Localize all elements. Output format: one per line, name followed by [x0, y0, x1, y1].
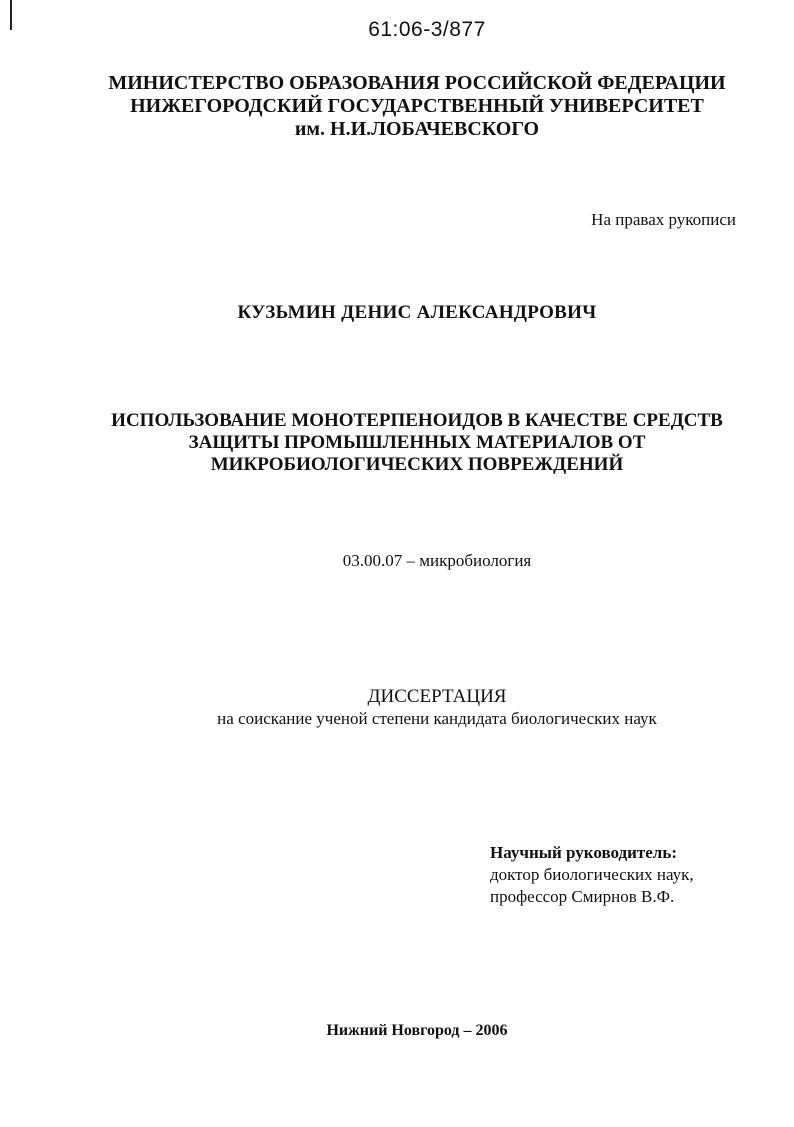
supervisor-heading: Научный руководитель:: [490, 843, 677, 862]
institution-header: [0, 72, 794, 141]
catalog-number: 61:06-3/877: [368, 18, 486, 41]
work-type: ДИССЕРТАЦИЯ: [367, 686, 507, 707]
header-line-ministry: МИНИСТЕРСТВО ОБРАЗОВАНИЯ РОССИЙСКОЙ ФЕДЕРАЦИИ: [108, 72, 726, 94]
title-line-3: МИКРОБИОЛОГИЧЕСКИХ ПОВРЕЖДЕНИЙ: [210, 454, 624, 475]
supervisor-block: [490, 842, 694, 908]
manuscript-rights-note: На правах рукописи: [591, 210, 736, 229]
header-line-university: НИЖЕГОРОДСКИЙ ГОСУДАРСТВЕННЫЙ УНИВЕРСИТЕТ: [130, 95, 704, 117]
supervisor-degree: доктор биологических наук,: [490, 865, 694, 884]
header-line-named-after: им. Н.И.ЛОБАЧЕВСКОГО: [294, 118, 540, 140]
city-year: Нижний Новгород – 2006: [326, 1022, 508, 1039]
author-name: КУЗЬМИН ДЕНИС АЛЕКСАНДРОВИЧ: [237, 302, 597, 323]
dissertation-title: [0, 410, 794, 476]
specialty-code: 03.00.07 – микробиология: [342, 551, 532, 570]
supervisor-name: профессор Смирнов В.Ф.: [490, 887, 675, 906]
degree-description: на соискание ученой степени кандидата биологических наук: [217, 709, 657, 728]
title-line-2: ЗАЩИТЫ ПРОМЫШЛЕННЫХ МАТЕРИАЛОВ ОТ: [188, 432, 646, 453]
title-line-1: ИСПОЛЬЗОВАНИЕ МОНОТЕРПЕНОИДОВ В КАЧЕСТВЕ СРЕДСТВ: [111, 410, 723, 431]
